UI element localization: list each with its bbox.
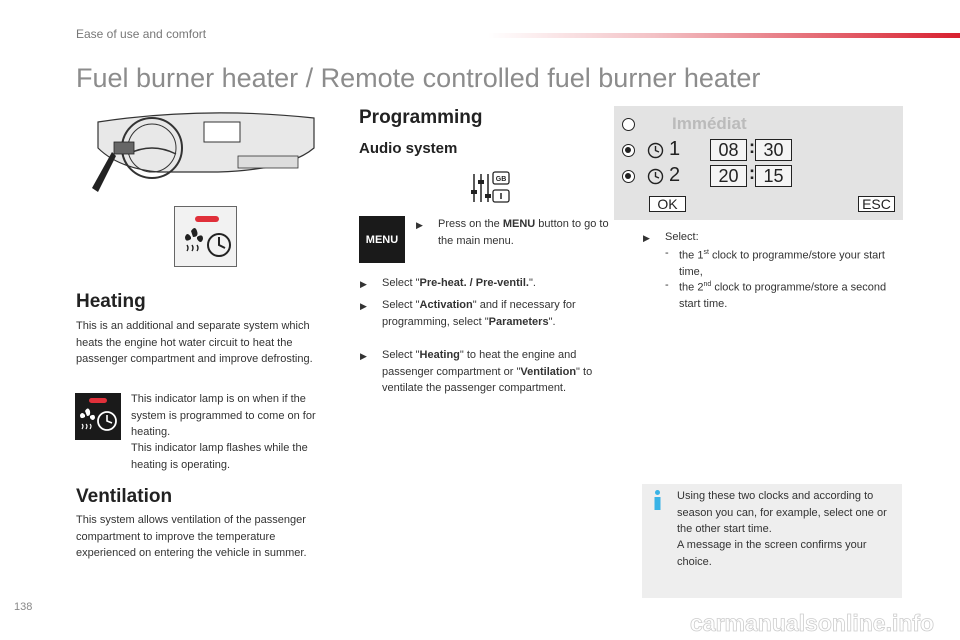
select-item-2: - the 2nd clock to programme/store a second start time. bbox=[665, 279, 887, 311]
heating-body: This is an additional and separate system which heats the engine hot water circuit to heat the passenger compartment and improve defrosting. bbox=[76, 320, 313, 365]
heater-lamp-icon bbox=[75, 393, 121, 440]
esc-button[interactable]: ESC bbox=[858, 196, 895, 212]
immediate-row[interactable] bbox=[614, 112, 903, 138]
clock2-number: 2 bbox=[669, 164, 681, 186]
immediate-radio[interactable] bbox=[622, 118, 635, 131]
step-select-preheat: ▶ Select "Pre-heat. / Pre-ventil.". bbox=[360, 275, 610, 293]
page-title: Fuel burner heater / Remote controlled fuel burner heater bbox=[76, 63, 761, 93]
select-item-1: - the 1st clock to programme/store your start time, bbox=[665, 247, 885, 279]
audio-system-title: Audio system bbox=[359, 140, 458, 157]
arrow-icon: ▶ bbox=[416, 220, 423, 230]
clock2-hours[interactable]: 20 bbox=[710, 165, 747, 187]
dashboard-illustration bbox=[88, 108, 318, 196]
step-select-heating: ▶ Select "Heating" to heat the engine and passenger compartment or "Ventilation" to ventilate the passenger compartment. bbox=[360, 347, 610, 397]
page-number: 138 bbox=[14, 601, 33, 613]
arrow-icon: ▶ bbox=[360, 279, 367, 289]
clock1-minutes[interactable]: 30 bbox=[755, 139, 792, 161]
gb-label: GB bbox=[495, 176, 507, 183]
ok-button[interactable]: OK bbox=[649, 196, 686, 212]
step-select-activation: ▶ Select "Activation" and if necessary for programming, select "Parameters". bbox=[360, 297, 610, 330]
programming-screen bbox=[614, 106, 903, 220]
clock-icon bbox=[647, 142, 664, 159]
ventilation-body: This system allows ventilation of the passenger compartment to improve the temperature experienced on entering the vehicle in summer. bbox=[76, 514, 307, 559]
clock2-colon: : bbox=[749, 163, 755, 183]
clock1-hours[interactable]: 08 bbox=[710, 139, 747, 161]
arrow-icon: ▶ bbox=[360, 351, 367, 361]
lamp-text-flashes: This indicator lamp flashes while the heating is operating. bbox=[131, 442, 308, 471]
info-text-1: Using these two clocks and according to season you can, for example, select one or the other start time. bbox=[677, 490, 887, 535]
heater-indicator-lamp bbox=[174, 206, 237, 267]
heater-lamp-icon bbox=[175, 207, 238, 268]
heating-title: Heating bbox=[76, 291, 146, 312]
menu-button[interactable]: MENU bbox=[359, 216, 405, 263]
arrow-icon: ▶ bbox=[360, 301, 367, 311]
arrow-icon: ▶ bbox=[643, 233, 650, 243]
clock1-radio[interactable] bbox=[622, 144, 635, 157]
watermark: carmanualsonline.info bbox=[690, 610, 935, 636]
heater-indicator-lamp-dark bbox=[75, 393, 121, 440]
lamp-text-on: This indicator lamp is on when if the system is programmed to come on for heating. bbox=[131, 393, 316, 438]
ventilation-title: Ventilation bbox=[76, 486, 173, 507]
info-icon bbox=[652, 490, 663, 510]
header-accent-bar bbox=[488, 33, 960, 38]
info-text-2: A message in the screen confirms your choice. bbox=[677, 539, 867, 568]
clock1-number: 1 bbox=[669, 138, 681, 160]
clock1-row[interactable] bbox=[614, 138, 903, 164]
step-press-menu: ▶ Press on the MENU button to go to the main menu. bbox=[416, 216, 621, 249]
programming-title: Programming bbox=[359, 107, 483, 128]
clock2-row[interactable] bbox=[614, 164, 903, 190]
clock-icon bbox=[647, 168, 664, 185]
immediate-label: Immédiat bbox=[672, 114, 747, 133]
clock2-radio[interactable] bbox=[622, 170, 635, 183]
audio-settings-icon bbox=[471, 170, 511, 206]
clock1-colon: : bbox=[749, 137, 755, 157]
section-label: Ease of use and comfort bbox=[76, 27, 207, 41]
clock2-minutes[interactable]: 15 bbox=[755, 165, 792, 187]
step-select-clock: ▶ Select: bbox=[643, 229, 903, 247]
